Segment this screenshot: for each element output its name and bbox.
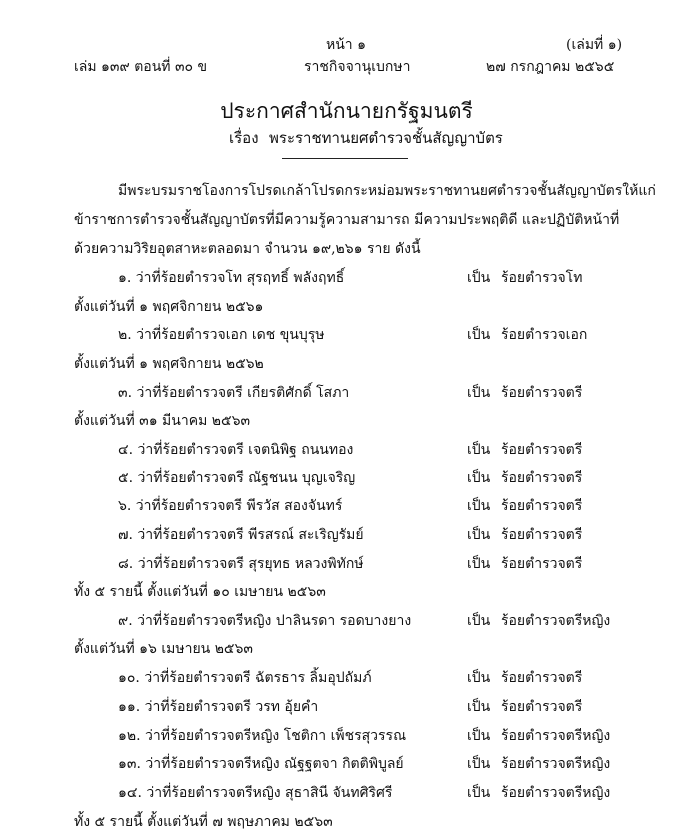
intro-line-1: มีพระบรมราชโองการโปรดเกล้าโปรดกระหม่อมพระราชทานยศตำรวจชั้นสัญญาบัตรให้แก่ — [118, 183, 656, 199]
item-name: ๑. ว่าที่ร้อยตำรวจโท สุรฤทธิ์ พลังฤทธิ์ — [118, 270, 345, 286]
list-item — [0, 469, 693, 489]
item-name: ๑๔. ว่าที่ร้อยตำรวจตรีหญิง สุธาสินี จันทศิริศรี — [118, 785, 393, 801]
item-connector: เป็น — [467, 327, 491, 343]
publication-date: ๒๗ กรกฎาคม ๒๕๖๕ — [486, 59, 615, 75]
item-name: ๑๓. ว่าที่ร้อยตำรวจตรีหญิง ณัฐฐตจา กิตติพิบูลย์ — [118, 756, 404, 772]
list-item — [0, 441, 693, 461]
list-item — [0, 784, 693, 804]
list-item — [0, 669, 693, 689]
item-connector: เป็น — [467, 556, 491, 572]
item-rank: ร้อยตำรวจตรี — [501, 385, 583, 401]
item-rank: ร้อยตำรวจตรี — [501, 670, 583, 686]
item-name: ๑๑. ว่าที่ร้อยตำรวจตรี วรท อุ้ยคำ — [118, 699, 319, 715]
item-effective-date: ตั้งแต่วันที่ ๑ พฤศจิกายน ๒๕๖๑ — [74, 299, 264, 315]
item-connector: เป็น — [467, 670, 491, 686]
gazette-name: ราชกิจจานุเบกษา — [304, 59, 411, 75]
item-connector: เป็น — [467, 613, 491, 629]
subject-label: เรื่อง — [229, 129, 259, 147]
item-rank: ร้อยตำรวจตรี — [501, 442, 583, 458]
item-rank: ร้อยตำรวจตรีหญิง — [501, 785, 611, 801]
volume-number-right: (เล่มที่ ๑) — [566, 37, 623, 53]
list-item — [0, 698, 693, 718]
announcement-title: ประกาศสำนักนายกรัฐมนตรี — [220, 99, 473, 123]
item-name: ๔. ว่าที่ร้อยตำรวจตรี เจตนิพิฐ ถนนทอง — [118, 442, 354, 458]
item-connector: เป็น — [467, 756, 491, 772]
subject-text: พระราชทานยศตำรวจชั้นสัญญาบัตร — [269, 129, 503, 147]
item-rank: ร้อยตำรวจตรี — [501, 470, 583, 486]
item-name: ๑๐. ว่าที่ร้อยตำรวจตรี ฉัตรธาร ลิ้มอุปถัมภ์ — [118, 670, 372, 686]
item-connector: เป็น — [467, 785, 491, 801]
list-item — [0, 384, 693, 404]
item-rank: ร้อยตำรวจโท — [501, 270, 583, 286]
item-rank: ร้อยตำรวจตรี — [501, 527, 583, 543]
item-name: ๕. ว่าที่ร้อยตำรวจตรี ณัฐชนน บุญเจริญ — [118, 470, 356, 486]
list-item — [0, 727, 693, 747]
item-rank: ร้อยตำรวจเอก — [501, 327, 588, 343]
list-item — [0, 526, 693, 546]
intro-line-2: ข้าราชการตำรวจชั้นสัญญาบัตรที่มีความรู้ความสามารถ มีความประพฤติดี และปฏิบัติหน้าที่ — [74, 212, 620, 228]
item-rank: ร้อยตำรวจตรีหญิง — [501, 728, 611, 744]
item-connector: เป็น — [467, 527, 491, 543]
item-rank: ร้อยตำรวจตรี — [501, 498, 583, 514]
intro-line-3: ด้วยความวิริยอุตสาหะตลอดมา จำนวน ๑๙,๒๖๑ ราย ดังนี้ — [74, 241, 421, 257]
group-effective-date: ทั้ง ๕ รายนี้ ตั้งแต่วันที่ ๑๐ เมษายน ๒๕๖๓ — [74, 584, 326, 600]
item-connector: เป็น — [467, 498, 491, 514]
list-item — [0, 755, 693, 775]
list-item — [0, 612, 693, 632]
item-connector: เป็น — [467, 470, 491, 486]
item-effective-date: ตั้งแต่วันที่ ๑ พฤศจิกายน ๒๕๖๒ — [74, 356, 264, 372]
item-rank: ร้อยตำรวจตรีหญิง — [501, 613, 611, 629]
item-name: ๒. ว่าที่ร้อยตำรวจเอก เดช ขุนบุรุษ — [118, 327, 325, 343]
item-connector: เป็น — [467, 699, 491, 715]
list-item — [0, 326, 693, 346]
item-connector: เป็น — [467, 385, 491, 401]
item-effective-date: ตั้งแต่วันที่ ๓๑ มีนาคม ๒๕๖๓ — [74, 413, 251, 429]
list-item — [0, 497, 693, 517]
item-connector: เป็น — [467, 728, 491, 744]
volume-info: เล่ม ๑๓๙ ตอนที่ ๓๐ ข — [74, 59, 208, 75]
item-rank: ร้อยตำรวจตรี — [501, 556, 583, 572]
item-name: ๓. ว่าที่ร้อยตำรวจตรี เกียรติศักดิ์ โสภา — [118, 385, 350, 401]
item-connector: เป็น — [467, 442, 491, 458]
list-item — [0, 269, 693, 289]
item-effective-date: ตั้งแต่วันที่ ๑๖ เมษายน ๒๕๖๓ — [74, 641, 253, 657]
list-item — [0, 555, 693, 575]
item-name: ๗. ว่าที่ร้อยตำรวจตรี พีรสรณ์ สะเริญรัมย์ — [118, 527, 364, 543]
page-number: หน้า ๑ — [326, 37, 366, 53]
item-name: ๘. ว่าที่ร้อยตำรวจตรี สุรยุทธ หลวงพิทักษ์ — [118, 556, 364, 572]
item-rank: ร้อยตำรวจตรีหญิง — [501, 756, 611, 772]
item-name: ๑๒. ว่าที่ร้อยตำรวจตรีหญิง โชติกา เพ็ชรสุวรรณ — [118, 728, 407, 744]
item-rank: ร้อยตำรวจตรี — [501, 699, 583, 715]
item-connector: เป็น — [467, 270, 491, 286]
group-effective-date: ทั้ง ๕ รายนี้ ตั้งแต่วันที่ ๗ พฤษภาคม ๒๕๖๓ — [74, 814, 333, 830]
item-name: ๖. ว่าที่ร้อยตำรวจตรี พีรวัส สองจันทร์ — [118, 498, 343, 514]
item-name: ๙. ว่าที่ร้อยตำรวจตรีหญิง ปาลินรดา รอดบางยาง — [118, 613, 412, 629]
title-divider — [282, 158, 408, 159]
